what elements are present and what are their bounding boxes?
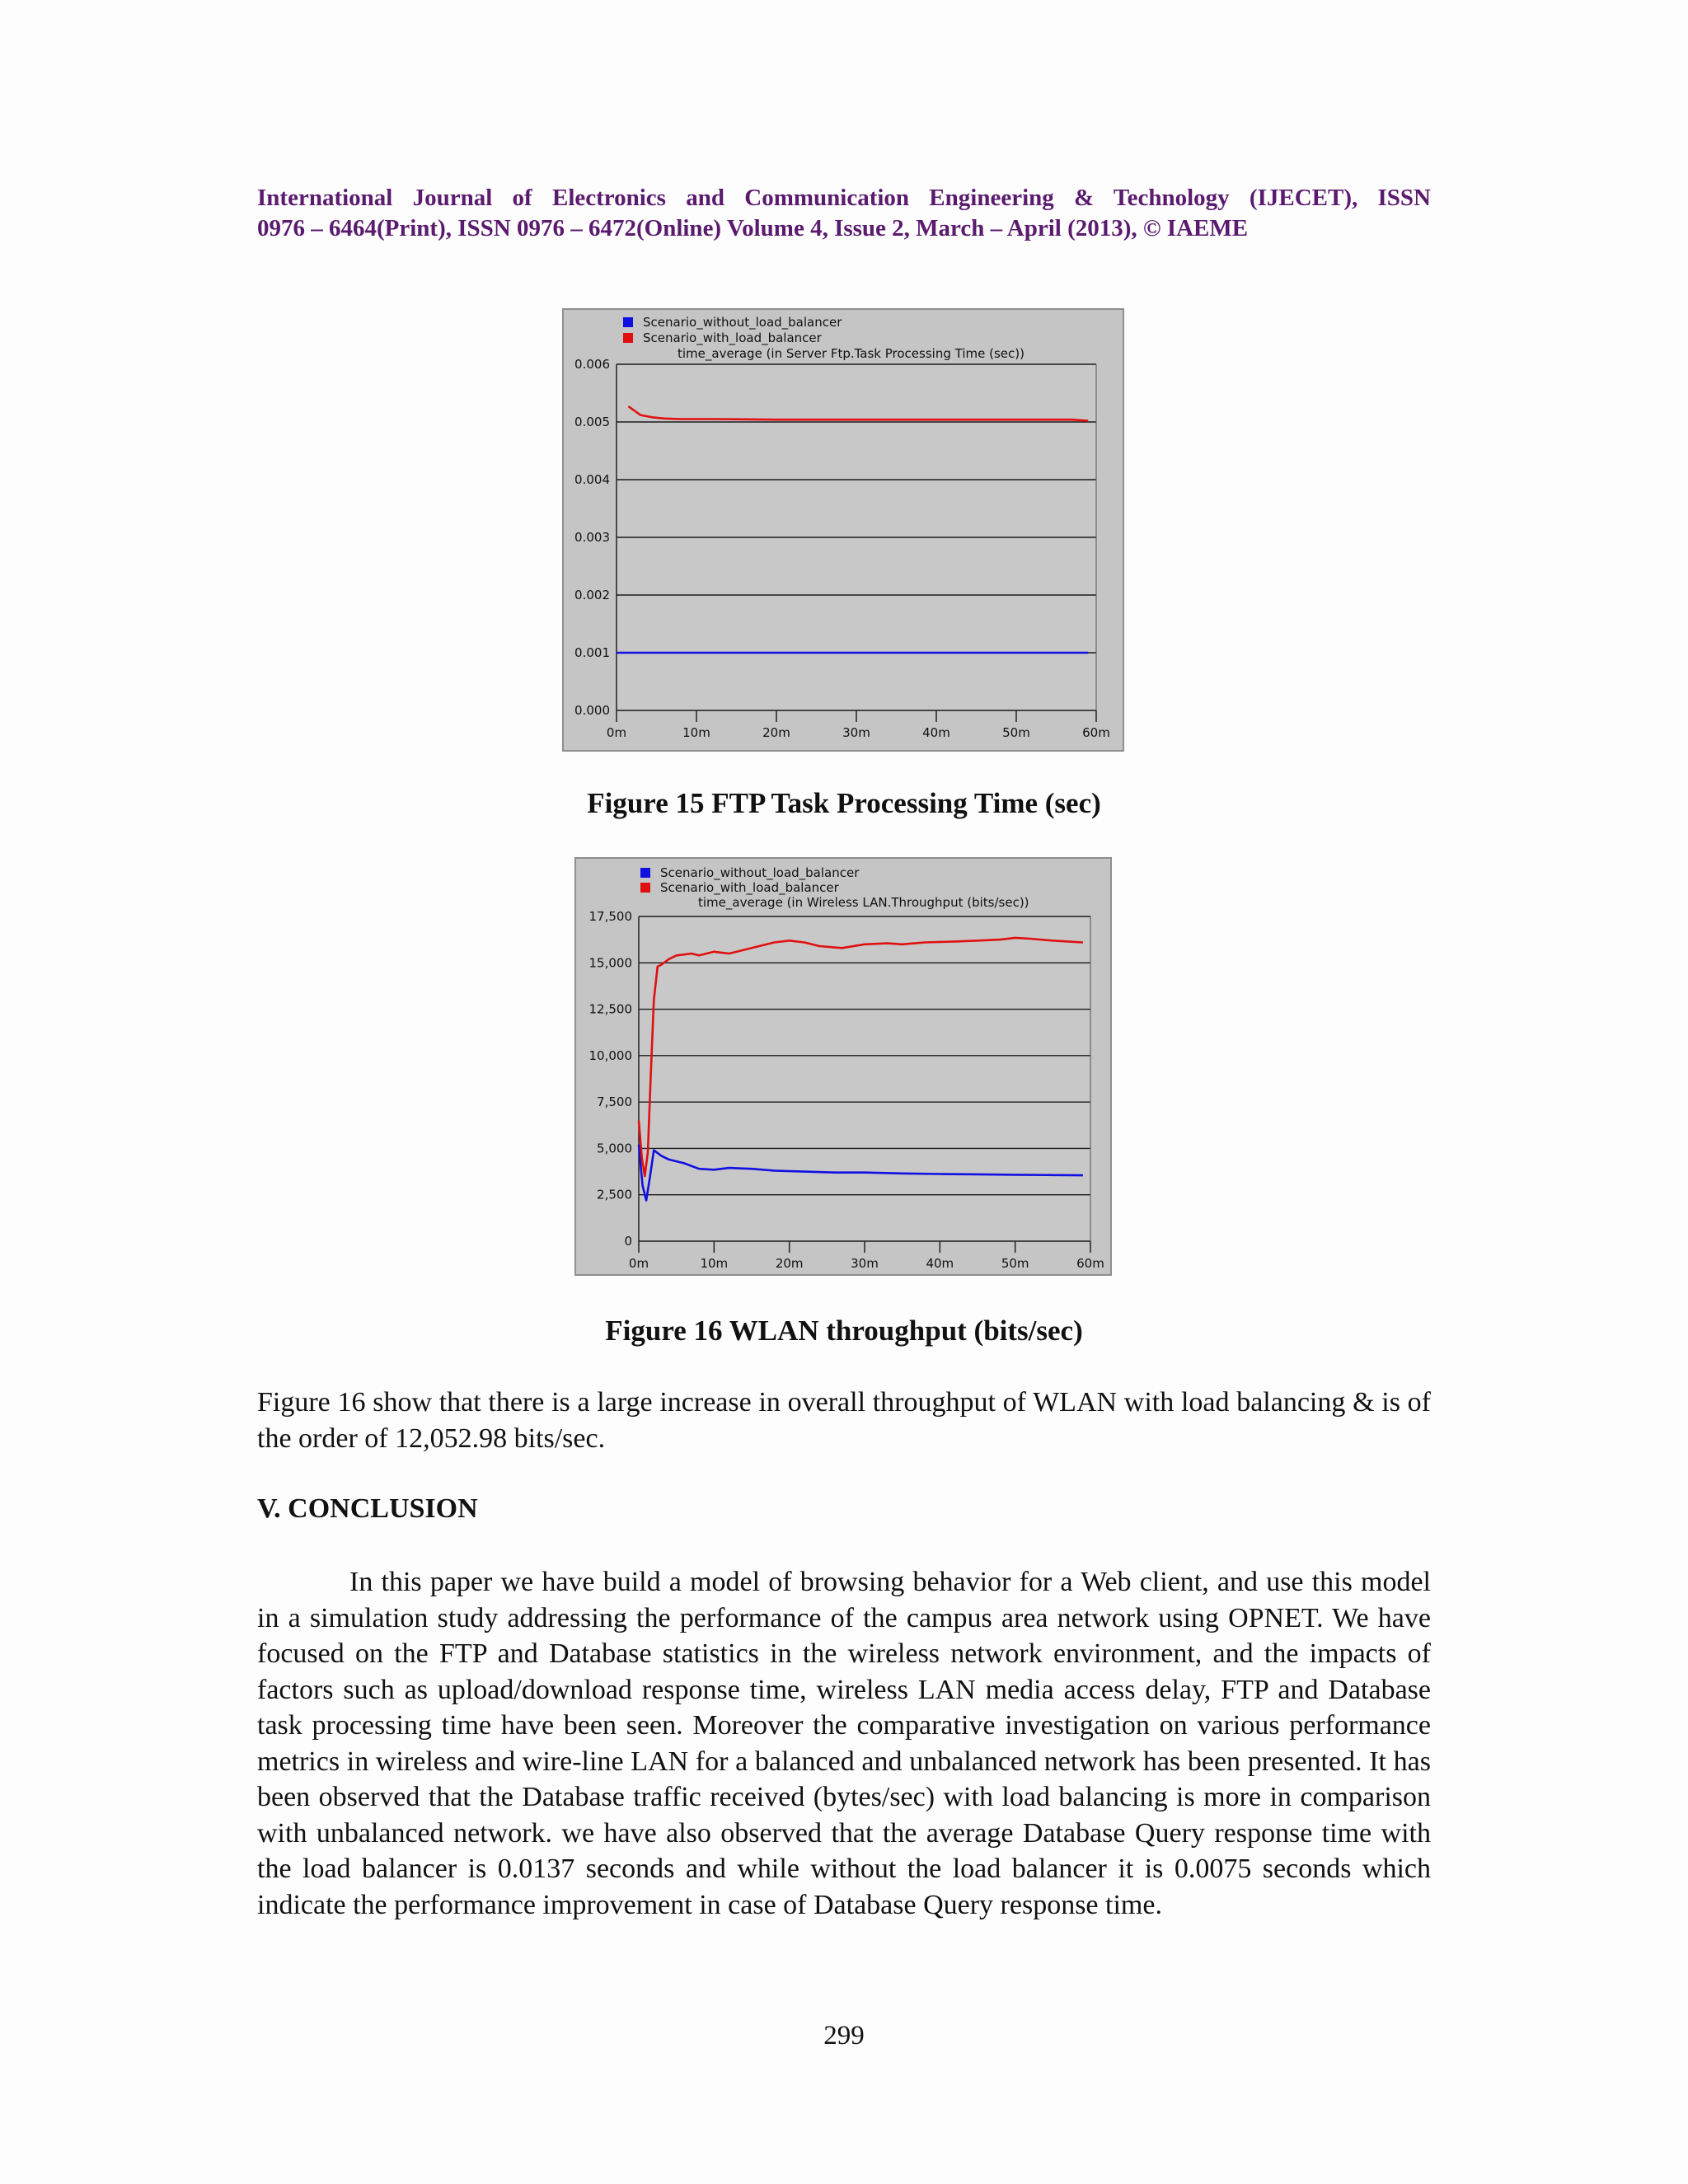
y-tick-label: 0.003 <box>574 530 610 545</box>
x-tick-label: 20m <box>762 725 790 740</box>
page-number: 299 <box>823 2021 865 2050</box>
x-tick-label: 20m <box>775 1256 804 1271</box>
x-tick-label: 40m <box>926 1256 954 1271</box>
wlan-throughput-chart <box>576 859 1110 1274</box>
x-tick-label: 0m <box>628 1256 649 1271</box>
legend-swatch <box>640 883 650 893</box>
y-tick-label: 15,000 <box>588 955 632 971</box>
x-tick-label: 30m <box>851 1256 879 1271</box>
legend-label: Scenario_without_load_balancer <box>643 315 842 330</box>
ftp-task-processing-time-chart <box>564 310 1123 750</box>
y-tick-label: 0.002 <box>574 588 610 602</box>
legend-swatch <box>623 333 633 343</box>
chart-title: time_average (in Server Ftp.Task Processing Time (sec)) <box>678 346 1025 361</box>
y-tick-label: 0.004 <box>574 472 610 487</box>
x-tick-label: 60m <box>1076 1256 1104 1271</box>
results-paragraph: Figure 16 show that there is a large increase in overall throughput of WLAN with load balancing & is of the order of 12,052.98 bits/sec. <box>257 1387 1431 1454</box>
journal-header-line-2: 0976 – 6464(Print), ISSN 0976 – 6472(Online) Volume 4, Issue 2, March – April (2013), © IAEME <box>257 215 1249 241</box>
x-tick-label: 0m <box>606 725 627 740</box>
journal-header <box>257 183 1431 244</box>
figure-15-chart <box>562 308 1124 752</box>
figure-16-caption: Figure 16 WLAN throughput (bits/sec) <box>605 1315 1083 1347</box>
y-tick-label: 17,500 <box>588 909 632 924</box>
section-heading: V. CONCLUSION <box>257 1493 478 1524</box>
y-tick-label: 0.006 <box>574 357 610 372</box>
y-tick-label: 10,000 <box>588 1047 632 1063</box>
y-tick-label: 12,500 <box>588 1001 632 1017</box>
x-tick-label: 10m <box>682 725 710 740</box>
y-tick-label: 0.005 <box>574 415 610 429</box>
y-tick-label: 0 <box>624 1234 632 1249</box>
chart-title: time_average (in Wireless LAN.Throughput (bits/sec)) <box>698 895 1029 910</box>
y-tick-label: 5,000 <box>597 1141 632 1156</box>
journal-header-line-1: International Journal of Electronics and Communication Engineering & Technology (IJECET), ISSN <box>257 185 1431 211</box>
legend-label: Scenario_without_load_balancer <box>660 865 860 880</box>
legend-swatch <box>623 317 633 327</box>
y-tick-label: 7,500 <box>597 1094 632 1110</box>
y-tick-label: 0.001 <box>574 645 610 660</box>
x-tick-label: 40m <box>922 725 950 740</box>
figure-16-chart <box>574 857 1112 1276</box>
x-tick-label: 50m <box>1002 725 1030 740</box>
legend-label: Scenario_with_load_balancer <box>643 330 822 345</box>
x-tick-label: 60m <box>1082 725 1110 740</box>
legend-label: Scenario_with_load_balancer <box>660 880 839 895</box>
x-tick-label: 30m <box>842 725 870 740</box>
figure-15-caption: Figure 15 FTP Task Processing Time (sec) <box>587 787 1101 819</box>
y-tick-label: 0.000 <box>574 703 610 718</box>
x-tick-label: 10m <box>700 1256 729 1271</box>
y-tick-label: 2,500 <box>597 1187 632 1202</box>
x-tick-label: 50m <box>1001 1256 1029 1271</box>
conclusion-paragraph: In this paper we have build a model of browsing behavior for a Web client, and use this model in a simulation study addressing the performance of the campus area network using OPNET. We have focused on the FTP and Database statistics in the wireless network environment, and the impacts of factors such as upload/download response time, wireless LAN media access delay, FTP and Database task processing time have been seen. Moreover the comparative investigation on various performance metrics in wireless and wire-line LAN for a balanced and unbalanced network has been presented. It has been observed that the Database traffic received (bytes/sec) with load balancing is more in comparison with unbalanced network. we have also observed that the average Database Query response time with the load balancer is 0.0137 seconds and while without the load balancer it is 0.0075 seconds which indicate the performance improvement in case of Database Query response time. <box>257 1567 1431 1920</box>
plot-area <box>639 916 1090 1241</box>
legend-swatch <box>640 868 650 878</box>
